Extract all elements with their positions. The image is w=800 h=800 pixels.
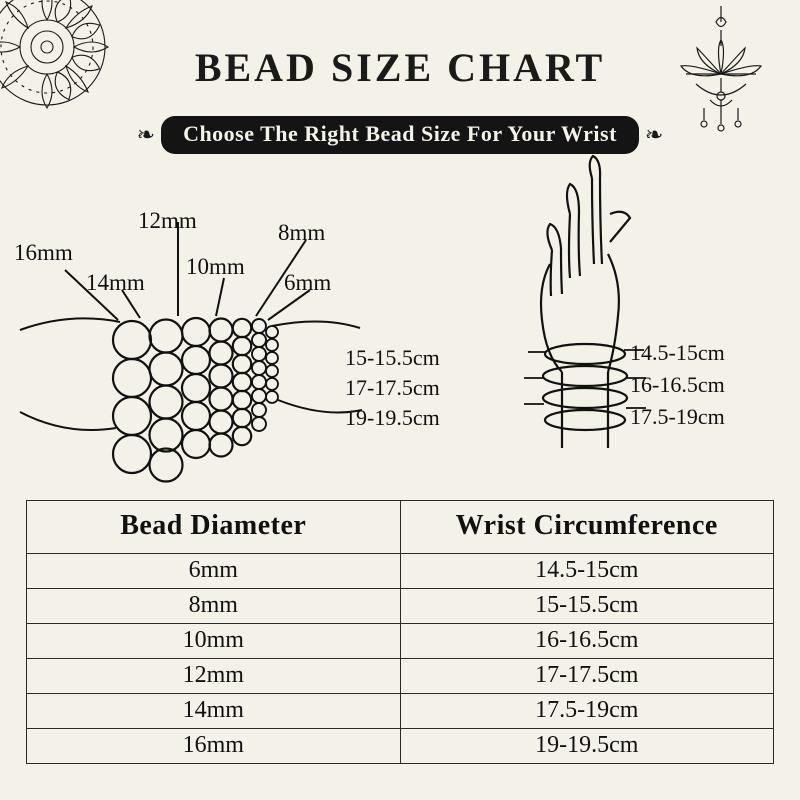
wrist-label-left-19-19-5: 19-19.5cm [345,405,440,430]
cell-bead-diameter: 8mm [27,589,401,624]
bead-label-16mm: 16mm [14,240,73,265]
column-header-wrist-circumference: Wrist Circumference [400,501,774,554]
flourish-right-icon: ❧ [644,122,664,148]
column-header-bead-diameter: Bead Diameter [27,501,401,554]
table-row [27,659,774,694]
cell-wrist-circumference: 17-17.5cm [400,659,774,694]
cell-bead-diameter: 12mm [27,659,401,694]
subtitle-banner [0,116,800,154]
page-title: BEAD SIZE CHART [194,45,606,90]
wrist-label-left-17-17-5: 17-17.5cm [345,375,440,400]
illustration-area [0,160,800,490]
table-header-row [27,501,774,554]
bead-label-12mm: 12mm [138,208,197,233]
wrist-label-right-14-5-15: 14.5-15cm [630,340,725,365]
table-row [27,554,774,589]
cell-wrist-circumference: 19-19.5cm [400,729,774,764]
subtitle-text: Choose The Right Bead Size For Your Wrist [161,116,639,154]
wrist-label-right-16-16-5: 16-16.5cm [630,372,725,397]
cell-bead-diameter: 6mm [27,554,401,589]
wrist-label-right-17-5-19: 17.5-19cm [630,404,725,429]
cell-bead-diameter: 14mm [27,694,401,729]
cell-wrist-circumference: 16-16.5cm [400,624,774,659]
table-row [27,624,774,659]
cell-wrist-circumference: 14.5-15cm [400,554,774,589]
bead-size-table [26,500,774,764]
bead-label-14mm: 14mm [86,270,145,295]
cell-bead-diameter: 16mm [27,729,401,764]
wrist-label-left-15-15-5: 15-15.5cm [345,345,440,370]
table-row [27,729,774,764]
bead-label-6mm: 6mm [284,270,332,295]
cell-wrist-circumference: 17.5-19cm [400,694,774,729]
table-row [27,589,774,624]
bead-label-10mm: 10mm [186,254,245,279]
cell-wrist-circumference: 15-15.5cm [400,589,774,624]
table-row [27,694,774,729]
bead-label-8mm: 8mm [278,220,326,245]
flourish-left-icon: ❧ [136,122,156,148]
cell-bead-diameter: 10mm [27,624,401,659]
